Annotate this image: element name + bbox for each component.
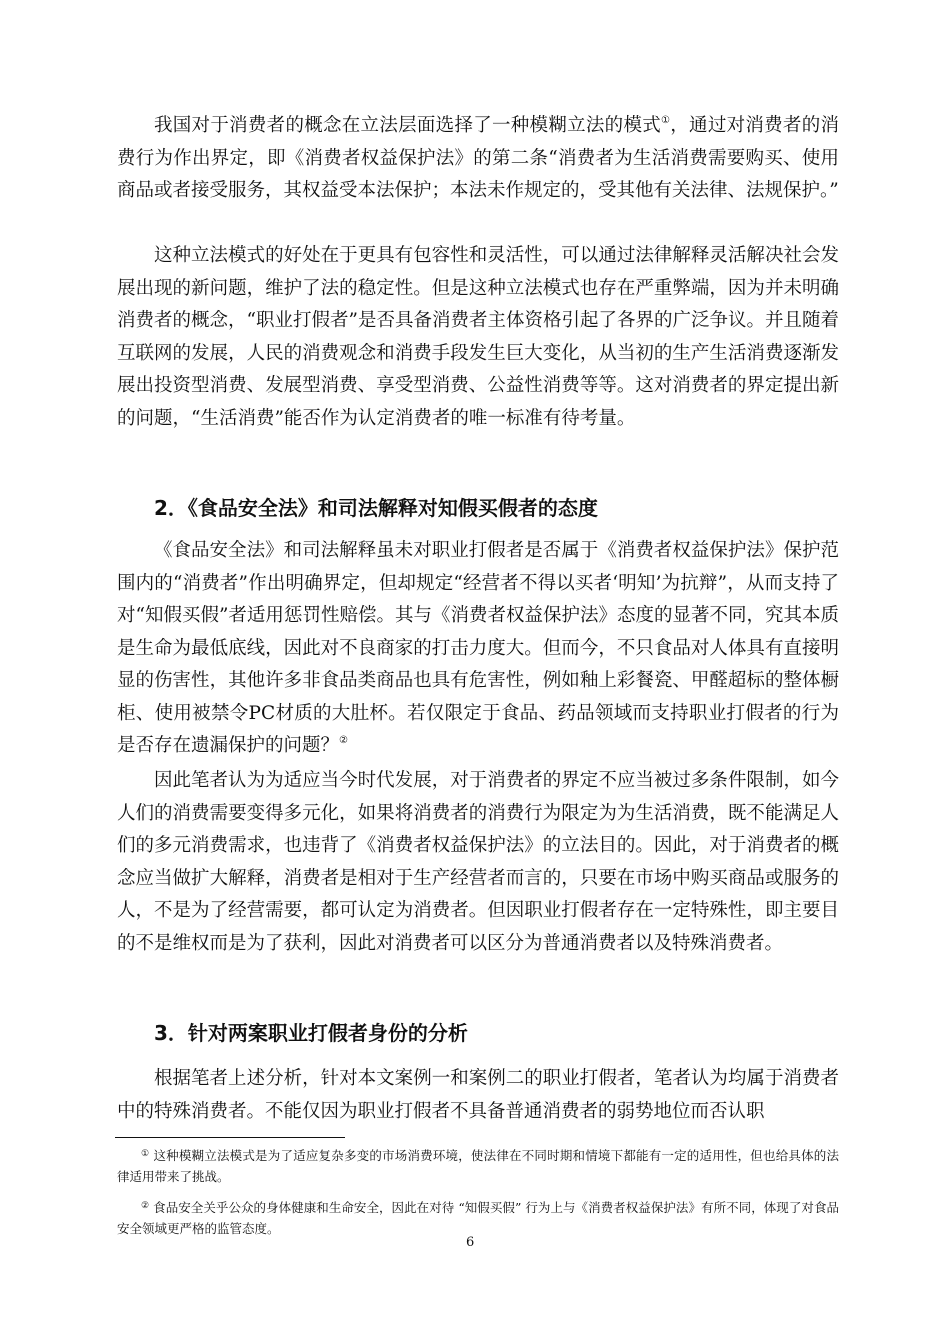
footnote-separator <box>115 1137 345 1138</box>
section-heading-2: 2．《食品安全法》和司法解释对知假买假者的态度 <box>154 496 598 520</box>
paragraph-text: ，通过对消费者的消费行为作出界定，即《消费者权益保护法》的第二条“消费者为生活消费需要购买、使用商品或者接受服务，其权益受本法保护；本法未作规定的，受其他有关法律、法规保护。” <box>117 115 839 201</box>
paragraph-case-analysis: 根据笔者上述分析，针对本文案例一和案例二的职业打假者，笔者认为均属于消费者中的特殊消费者。不能仅因为职业打假者不具备普通消费者的弱势地位而否认职 <box>117 1068 839 1122</box>
footnote-reference-2[interactable]: ② <box>339 735 348 746</box>
paragraph-consumer-definition <box>117 110 839 208</box>
footnote-text: 这种模糊立法模式是为了适应复杂多变的市场消费环境，使法律在不同时期和情境下都能有一定的适用性，但也给具体的法律适用带来了挑战。 <box>117 1148 839 1184</box>
footnote-reference-1[interactable]: ① <box>661 115 671 126</box>
paragraph-text: 我国对于消费者的概念在立法层面选择了一种模糊立法的模式 <box>154 115 662 136</box>
footnote-1 <box>117 1145 839 1187</box>
page-number: 6 <box>466 1235 475 1250</box>
paragraph-food-safety-law <box>117 535 839 763</box>
paragraph-legislative-mode: 这种立法模式的好处在于更具有包容性和灵活性，可以通过法律解释灵活解决社会发展出现的新问题，维护了法的稳定性。但是这种立法模式也存在严重弊端，因为并未明确消费者的概念，“职业打假者”是否具备消费者主体资格引起了各界的广泛争议。并且随着互联网的发展，人民的消费观念和消费手段发生巨大变化，从当初的生产生活消费逐渐发展出投资型消费、发展型消费、享受型消费、公益性消费等等。这对消费者的界定提出新的问题，“生活消费”能否作为认定消费者的唯一标准有待考量。 <box>117 245 839 429</box>
footnote-text: 食品安全关乎公众的身体健康和生命安全，因此在对待 “知假买假” 行为上与《消费者权益保护法》有所不同，体现了对食品安全领域更严格的监管态度。 <box>117 1200 839 1236</box>
section-heading-3: 3．针对两案职业打假者身份的分析 <box>154 1021 468 1045</box>
footnote-mark: ② <box>141 1201 150 1211</box>
footnote-2 <box>117 1197 839 1239</box>
paragraph-text: 《食品安全法》和司法解释虽未对职业打假者是否属于《消费者权益保护法》保护范围内的“消费者”作出明确界定，但却规定“经营者不得以买者‘明知’为抗辩”，从而支持了对“知假买假”者适用惩罚性赔偿。其与《消费者权益保护法》态度的显著不同，究其本质是生命为最低底线，因此对不良商家的打击力度大。但而今，不只食品对人体具有直接明显的伤害性，其他许多非食品类商品也具有危害性，例如釉上彩餐瓷、甲醛超标的整体橱柜、使用被禁令PC材质的大肚杯。若仅限定于食品、药品领域而支持职业打假者的行为是否存在遗漏保护的问题？ <box>117 540 839 756</box>
footnote-mark: ① <box>141 1149 150 1159</box>
paragraph-author-opinion: 因此笔者认为为适应当今时代发展，对于消费者的界定不应当被过多条件限制，如今人们的消费需要变得多元化，如果将消费者的消费行为限定为为生活消费，既不能满足人们的多元消费需求，也违背了《消费者权益保护法》的立法目的。因此，对于消费者的概念应当做扩大解释，消费者是相对于生产经营者而言的，只要在市场中购买商品或服务的人，不是为了经营需要，都可认定为消费者。但因职业打假者存在一定特殊性，即主要目的不是维权而是为了获利，因此对消费者可以区分为普通消费者以及特殊消费者。 <box>117 770 839 954</box>
